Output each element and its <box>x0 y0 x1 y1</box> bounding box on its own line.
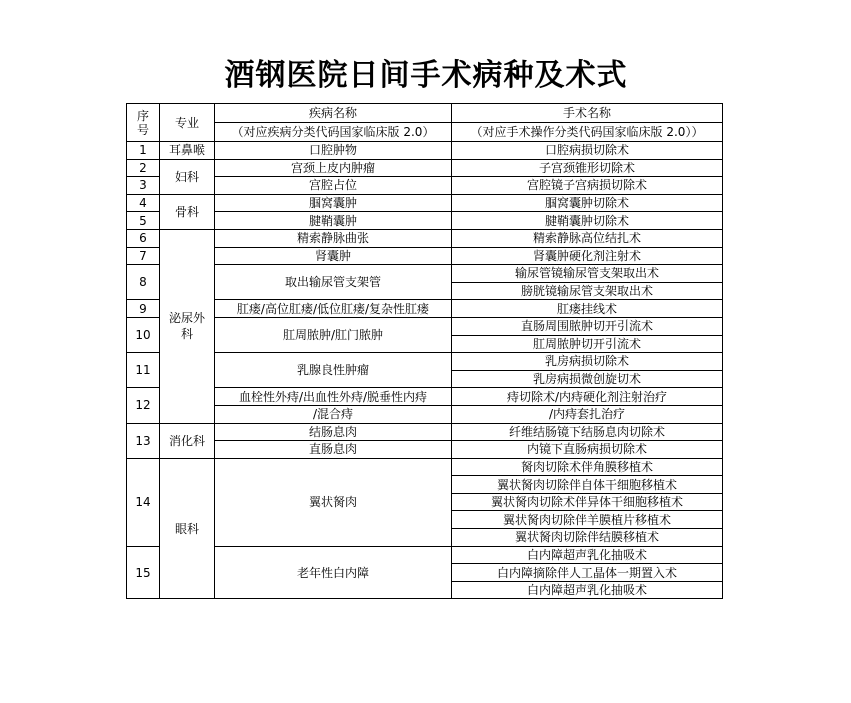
disease-cell: 结肠息肉 <box>215 423 452 441</box>
disease-cell: 乳腺良性肿瘤 <box>215 353 452 388</box>
surgery-cell: 白内障超声乳化抽吸术 <box>452 546 723 564</box>
row-number: 12 <box>127 388 160 423</box>
header-seq-line1: 序 <box>136 108 149 123</box>
table-row <box>127 142 723 160</box>
surgery-cell: 直肠周围脓肿切开引流术 <box>452 317 723 335</box>
disease-cell: 腱鞘囊肿 <box>215 212 452 230</box>
header-disease: 疾病名称 <box>215 104 452 123</box>
table-row <box>127 458 723 476</box>
row-number: 6 <box>127 229 160 247</box>
surgery-cell: 乳房病损切除术 <box>452 353 723 371</box>
disease-cell: 肛瘘/高位肛瘘/低位肛瘘/复杂性肛瘘 <box>215 300 452 318</box>
header-surgery-note: （对应手术操作分类代码国家临床版 2.0）） <box>452 123 723 142</box>
surgery-cell: 内镜下直肠病损切除术 <box>452 441 723 459</box>
row-number: 10 <box>127 317 160 352</box>
disease-cell: 直肠息肉 <box>215 441 452 459</box>
disease-cell: 腘窝囊肿 <box>215 194 452 212</box>
table-row <box>127 423 723 441</box>
table-row <box>127 177 723 195</box>
surgery-cell: 腘窝囊肿切除术 <box>452 194 723 212</box>
disease-cell: 血栓性外痔/出血性外痔/脱垂性内痔 <box>215 388 452 406</box>
row-number: 9 <box>127 300 160 318</box>
row-number: 2 <box>127 159 160 177</box>
surgery-cell: 胬肉切除术伴角膜移植术 <box>452 458 723 476</box>
disease-cell: 口腔肿物 <box>215 142 452 160</box>
surgery-cell: /内痔套扎治疗 <box>452 405 723 423</box>
row-number: 14 <box>127 458 160 546</box>
table-row <box>127 317 723 335</box>
header-seq <box>127 104 160 142</box>
surgery-cell: 宫腔镜子宫病损切除术 <box>452 177 723 195</box>
table-row <box>127 212 723 230</box>
row-number: 5 <box>127 212 160 230</box>
specialty-cell: 耳鼻喉 <box>160 142 215 160</box>
surgery-table <box>126 103 723 599</box>
surgery-cell: 翼状胬肉切除伴羊膜植片移植术 <box>452 511 723 529</box>
disease-cell: 取出输尿管支架管 <box>215 265 452 300</box>
surgery-cell: 肾囊肿硬化剂注射术 <box>452 247 723 265</box>
surgery-cell: 翼状胬肉切除伴自体干细胞移植术 <box>452 476 723 494</box>
surgery-cell: 翼状胬肉切除术伴异体干细胞移植术 <box>452 493 723 511</box>
surgery-cell: 纤维结肠镜下结肠息肉切除术 <box>452 423 723 441</box>
header-row <box>127 123 723 142</box>
surgery-cell: 输尿管镜输尿管支架取出术 <box>452 265 723 283</box>
surgery-cell: 白内障摘除伴人工晶体一期置入术 <box>452 564 723 582</box>
table-row <box>127 300 723 318</box>
disease-cell: 肛周脓肿/肛门脓肿 <box>215 317 452 352</box>
table-row <box>127 388 723 406</box>
header-disease-note: （对应疾病分类代码国家临床版 2.0） <box>215 123 452 142</box>
table-row <box>127 546 723 564</box>
surgery-cell: 白内障超声乳化抽吸术 <box>452 581 723 599</box>
surgery-cell: 翼状胬肉切除伴结膜移植术 <box>452 529 723 547</box>
row-number: 13 <box>127 423 160 458</box>
surgery-cell: 肛瘘挂线术 <box>452 300 723 318</box>
surgery-cell: 痔切除术/内痔硬化剂注射治疗 <box>452 388 723 406</box>
row-number: 4 <box>127 194 160 212</box>
disease-cell: 精索静脉曲张 <box>215 229 452 247</box>
specialty-cell: 妇科 <box>160 159 215 194</box>
specialty-cell: 骨科 <box>160 194 215 229</box>
table-row <box>127 229 723 247</box>
surgery-cell: 肛周脓肿切开引流术 <box>452 335 723 353</box>
surgery-cell: 口腔病损切除术 <box>452 142 723 160</box>
surgery-cell: 精索静脉高位结扎术 <box>452 229 723 247</box>
table-row <box>127 159 723 177</box>
header-row <box>127 104 723 123</box>
specialty-cell: 泌尿外科 <box>160 229 215 423</box>
row-number: 3 <box>127 177 160 195</box>
table-row <box>127 441 723 459</box>
disease-cell: 老年性白内障 <box>215 546 452 599</box>
row-number: 7 <box>127 247 160 265</box>
table-row <box>127 265 723 283</box>
row-number: 1 <box>127 142 160 160</box>
disease-cell: /混合痔 <box>215 405 452 423</box>
specialty-cell: 消化科 <box>160 423 215 458</box>
header-surgery: 手术名称 <box>452 104 723 123</box>
table-row <box>127 194 723 212</box>
disease-cell: 宫腔占位 <box>215 177 452 195</box>
header-specialty: 专业 <box>160 104 215 142</box>
surgery-cell: 腱鞘囊肿切除术 <box>452 212 723 230</box>
table-row <box>127 405 723 423</box>
row-number: 15 <box>127 546 160 599</box>
specialty-cell: 眼科 <box>160 458 215 599</box>
row-number: 8 <box>127 265 160 300</box>
surgery-cell: 膀胱镜输尿管支架取出术 <box>452 282 723 300</box>
page-title: 酒钢医院日间手术病种及术式 <box>224 58 628 93</box>
table-row <box>127 353 723 371</box>
disease-cell: 肾囊肿 <box>215 247 452 265</box>
table-row <box>127 247 723 265</box>
surgery-cell: 子宫颈锥形切除术 <box>452 159 723 177</box>
disease-cell: 宫颈上皮内肿瘤 <box>215 159 452 177</box>
surgery-cell: 乳房病损微创旋切术 <box>452 370 723 388</box>
row-number: 11 <box>127 353 160 388</box>
disease-cell: 翼状胬肉 <box>215 458 452 546</box>
header-seq-line2: 号 <box>136 122 149 137</box>
